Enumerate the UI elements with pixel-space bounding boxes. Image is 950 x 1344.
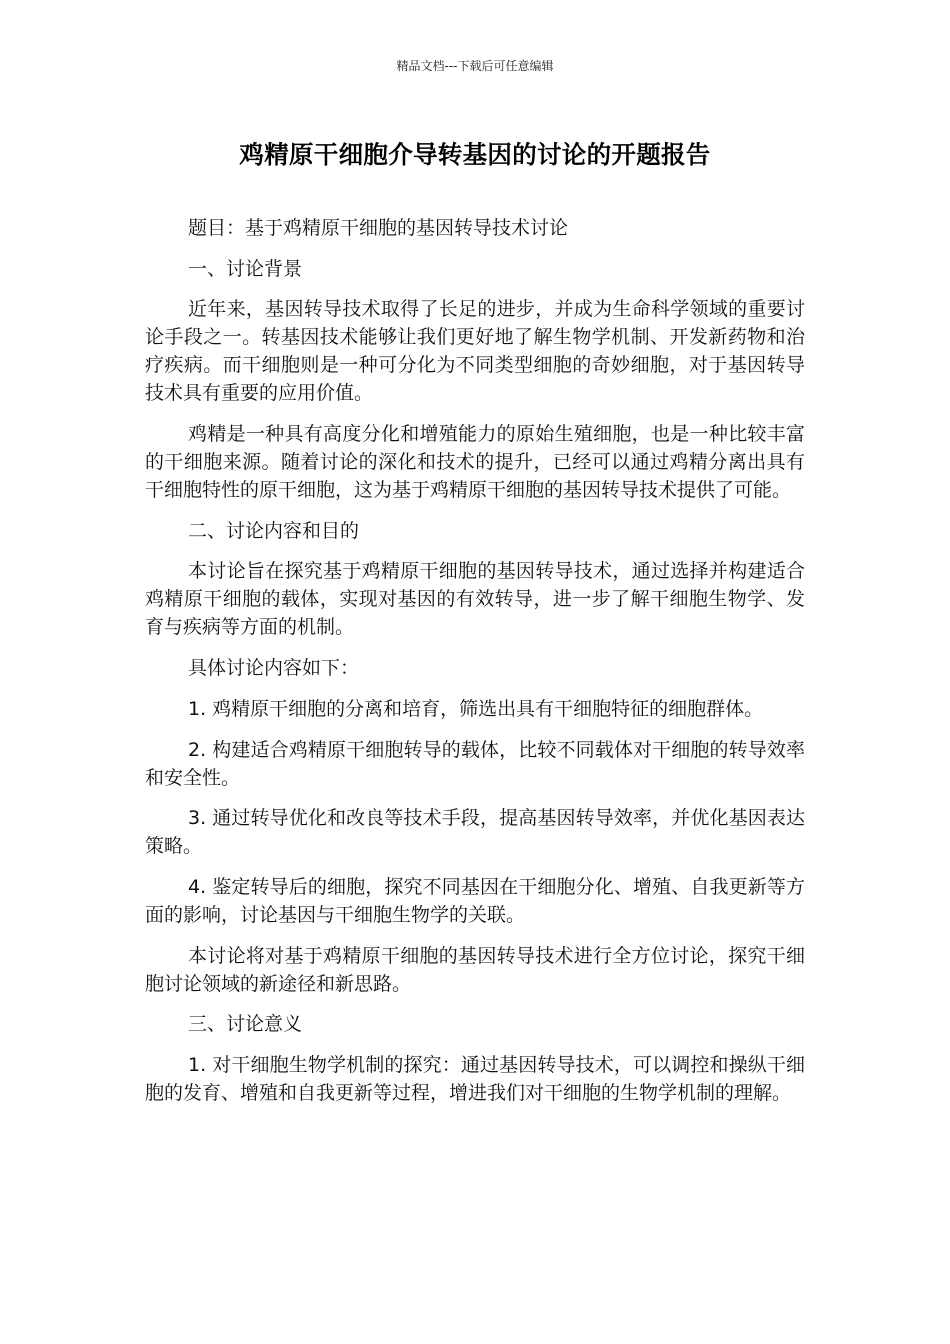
section-heading-content: 二、讨论内容和目的 xyxy=(188,519,360,542)
document-body xyxy=(145,214,805,1120)
body-paragraph: 本讨论旨在探究基于鸡精原干细胞的基因转导技术，通过选择并构建适合鸡精原干细胞的载体，实现对基因的有效转导，进一步了解干细胞生物学、发育与疾病等方面的机制。 xyxy=(145,560,805,639)
list-intro: 具体讨论内容如下： xyxy=(188,657,360,680)
page-header: 精品文档---下载后可任意编辑 xyxy=(396,59,554,73)
body-paragraph: 鸡精是一种具有高度分化和增殖能力的原始生殖细胞，也是一种比较丰富的干细胞来源。随着讨论的深化和技术的提升，已经可以通过鸡精分离出具有干细胞特性的原干细胞，这为基于鸡精原干细胞的基因转导技术提供了可能。 xyxy=(145,423,805,502)
list-item: 4. 鉴定转导后的细胞，探究不同基因在干细胞分化、增殖、自我更新等方面的影响，讨论基因与干细胞生物学的关联。 xyxy=(145,875,805,926)
body-paragraph: 近年来，基因转导技术取得了长足的进步，并成为生命科学领域的重要讨论手段之一。转基因技术能够让我们更好地了解生物学机制、开发新药物和治疗疾病。而干细胞则是一种可分化为不同类型细胞的奇妙细胞，对于基因转导技术具有重要的应用价值。 xyxy=(145,298,805,405)
list-item: 2. 构建适合鸡精原干细胞转导的载体，比较不同载体对干细胞的转导效率和安全性。 xyxy=(145,738,805,789)
document-title: 鸡精原干细胞介导转基因的讨论的开题报告 xyxy=(239,140,711,169)
list-item: 3. 通过转导优化和改良等技术手段，提高基因转导效率，并优化基因表达策略。 xyxy=(145,807,805,858)
section-heading-significance: 三、讨论意义 xyxy=(188,1013,303,1036)
section-heading-background: 一、讨论背景 xyxy=(188,257,303,280)
list-item: 1. 对干细胞生物学机制的探究：通过基因转导技术，可以调控和操纵干细胞的发育、增殖和自我更新等过程，增进我们对干细胞的生物学机制的理解。 xyxy=(145,1053,805,1104)
list-item: 1. 鸡精原干细胞的分离和培育，筛选出具有干细胞特征的细胞群体。 xyxy=(188,697,764,720)
topic-line: 题目：基于鸡精原干细胞的基因转导技术讨论 xyxy=(188,217,569,239)
body-paragraph: 本讨论将对基于鸡精原干细胞的基因转导技术进行全方位讨论，探究干细胞讨论领域的新途径和新思路。 xyxy=(145,944,805,995)
